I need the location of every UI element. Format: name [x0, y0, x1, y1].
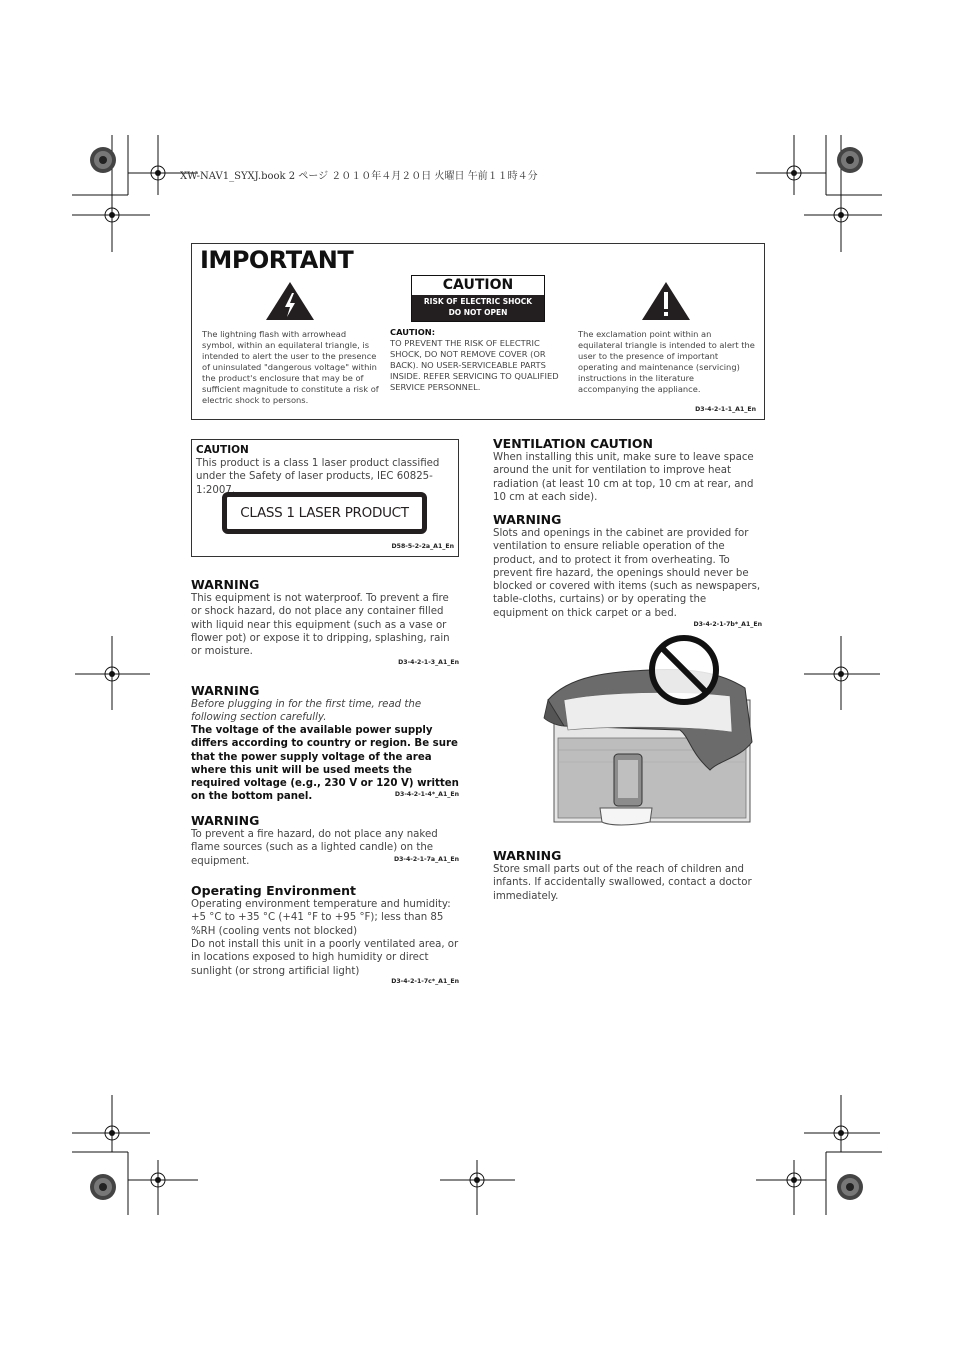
warning-text: To prevent a fire hazard, do not place any naked flame sources (such as a lighted candle) on the equipment. [191, 829, 438, 867]
starburst-icon [90, 1174, 116, 1200]
warning-text: Slots and openings in the cabinet are provided for ventilation to ensure reliable operation of the product, and to protect it from overheating. To prevent fire hazard, the openings should never be blocked or covered with items (such as newspapers, table-cloths, curtains) or by operating the equipment on thick carpet or a bed. [493, 528, 761, 619]
warning-heading: WARNING [191, 813, 260, 828]
operating-environment-text: Do not install this unit in a poorly ventilated area, or in locations exposed to high humidity or direct sunlight (or strong artificial light) [191, 939, 459, 977]
exclamation-description: The exclamation point within an equilateral triangle is intended to alert the user to the presence of important operating and maintenance (servicing) instructions in the literature accompanying the appliance. [578, 329, 755, 394]
warning-intro: Before plugging in for the first time, read the following section carefully. [191, 699, 422, 724]
starburst-icon [837, 1174, 863, 1200]
warning-code: D3-4-2-1-3_A1_En [398, 659, 459, 666]
warning-code: D3-4-2-1-7b*_A1_En [693, 621, 762, 628]
lightning-warning-icon [264, 280, 316, 322]
important-code: D3-4-2-1-1_A1_En [695, 406, 756, 413]
crop-mark-icon [756, 1095, 882, 1215]
operating-environment-heading: Operating Environment [191, 883, 357, 898]
warning-text: This equipment is not waterproof. To prevent a fire or shock hazard, do not place any container filled with liquid near this equipment (such as a vase or flower pot) or expose it to dripping, splashing, rain or moisture. [191, 593, 450, 658]
crop-mark-icon [756, 135, 882, 252]
exclamation-warning-icon [640, 280, 692, 322]
starburst-icon [90, 147, 116, 173]
warning-heading: WARNING [493, 848, 562, 863]
warning-heading: WARNING [191, 577, 260, 592]
warning-text: Store small parts out of the reach of children and infants. If accidentally swallowed, contact a doctor immediately. [493, 864, 752, 902]
lightning-description: The lightning flash with arrowhead symbol, within an equilateral triangle, is intended to alert the user to the presence of uninsulated "dangerous voltage" within the product's enclosure that may be of sufficient magnitude to constitute a risk of electric shock to persons. [202, 329, 379, 405]
operating-environment-code: D3-4-2-1-7c*_A1_En [391, 978, 459, 985]
ventilation-caution-text: When installing this unit, make sure to leave space around the unit for ventilation to improve heat radiation (at least 10 cm at top, 10 cm at rear, and 10 cm at each side). [493, 452, 754, 503]
laser-caution-text: This product is a class 1 laser product classified under the Safety of laser products, IEC 60825-1:2007. [196, 458, 440, 496]
crop-mark-icon [440, 1160, 515, 1215]
laser-code: D58-5-2-2a_A1_En [391, 543, 454, 550]
laser-caution-heading: CAUTION [196, 444, 249, 456]
important-title: IMPORTANT [200, 246, 354, 274]
caution-heading: CAUTION: [390, 327, 436, 337]
warning-heading: WARNING [493, 512, 562, 527]
crop-mark-icon [72, 1095, 198, 1215]
warning-code: D3-4-2-1-7a_A1_En [393, 856, 459, 863]
class1-laser-label: CLASS 1 LASER PRODUCT [222, 492, 427, 534]
do-not-cover-illustration [540, 630, 760, 830]
operating-environment-text: Operating environment temperature and humidity: +5 °C to +35 °C (+41 °F to +95 °F); less than 85 %RH (cooling vents not blocked) [191, 899, 451, 937]
crop-mark-icon [72, 135, 198, 252]
print-header: XW-NAV1_SYXJ.book 2 ページ ２０１０年４月２０日 火曜日 午前１１時４分 [180, 171, 538, 182]
prohibition-icon [652, 638, 716, 702]
caution-label [411, 275, 545, 322]
ventilation-caution-heading: VENTILATION CAUTION [493, 436, 654, 451]
warning-code: D3-4-2-1-4*_A1_En [394, 791, 459, 798]
caution-text: TO PREVENT THE RISK OF ELECTRIC SHOCK, DO NOT REMOVE COVER (OR BACK). NO USER-SERVICEABLE PARTS INSIDE. REFER SERVICING TO QUALIFIED SERVICE PERSONNEL. [390, 338, 559, 392]
caution-label-sub2: DO NOT OPEN [448, 307, 508, 317]
caution-label-title: CAUTION [442, 277, 514, 293]
starburst-icon [837, 147, 863, 173]
warning-heading: WARNING [191, 683, 260, 698]
voltage-warning-text: The voltage of the available power supply differs according to country or region. Be sure that the power supply voltage of the area where this unit will be used meets the required voltage (e.g., 230 V or 120 V) written on the bottom panel. [191, 725, 459, 803]
caution-label-sub1: RISK OF ELECTRIC SHOCK [423, 297, 533, 306]
